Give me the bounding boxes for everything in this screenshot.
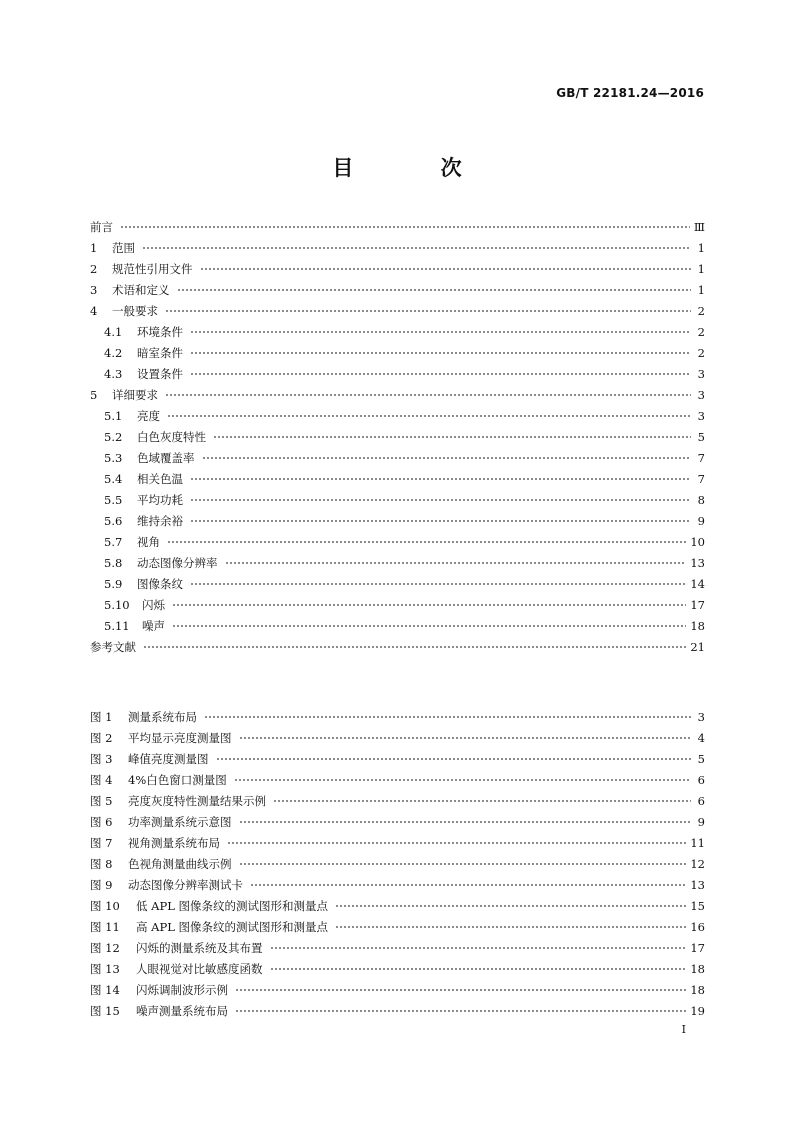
entry-title: 闪烁的测量系统及其布置 (136, 940, 263, 955)
dot-leader (120, 216, 690, 237)
entry-title: 动态图像分辨率 (137, 555, 218, 570)
entry-title: 人眼视觉对比敏感度函数 (136, 961, 263, 976)
entry-number: 图 15 (90, 1003, 120, 1018)
entry-title: 峰值亮度测量图 (128, 751, 209, 766)
figure-entry[interactable] (90, 748, 705, 769)
toc-entry[interactable] (90, 510, 705, 531)
entry-number: 4.3 (104, 366, 123, 381)
entry-page-number: 19 (690, 1003, 705, 1018)
dot-leader (216, 748, 692, 769)
toc-entry[interactable] (90, 342, 705, 363)
entry-page-number: 11 (690, 835, 705, 850)
entry-page-number: 2 (697, 303, 705, 318)
entry-number: 2 (90, 261, 98, 276)
dot-leader (167, 531, 686, 552)
figure-entry[interactable] (90, 727, 705, 748)
dot-leader (270, 958, 687, 979)
dot-leader (235, 979, 686, 1000)
entry-number: 5.11 (104, 618, 130, 633)
dot-leader (200, 258, 692, 279)
entry-number: 图 13 (90, 961, 120, 976)
entry-title: 功率测量系统示意图 (128, 814, 232, 829)
entry-number: 图 6 (90, 814, 113, 829)
entry-number: 4 (90, 303, 98, 318)
entry-number: 图 8 (90, 856, 113, 871)
toc-entry[interactable] (90, 426, 705, 447)
dot-leader (190, 342, 691, 363)
entry-title: 4%白色窗口测量图 (128, 772, 227, 787)
dot-leader (190, 468, 691, 489)
entry-number: 图 9 (90, 877, 113, 892)
toc-entry[interactable] (90, 636, 705, 657)
dot-leader (190, 363, 691, 384)
toc-entry[interactable] (90, 468, 705, 489)
entry-number: 5.2 (104, 429, 123, 444)
entry-number: 4.2 (104, 345, 123, 360)
entry-page-number: 7 (697, 471, 705, 486)
entry-title: 图像条纹 (137, 576, 183, 591)
entry-page-number: 15 (690, 898, 705, 913)
entry-page-number: 9 (697, 513, 705, 528)
entry-page-number: 8 (697, 492, 705, 507)
entry-number: 图 2 (90, 730, 113, 745)
toc-entry[interactable] (90, 489, 705, 510)
entry-page-number: 3 (697, 709, 705, 724)
entry-title: 范围 (112, 240, 135, 255)
entry-page-number: 3 (697, 366, 705, 381)
entry-page-number: 18 (690, 618, 705, 633)
entry-page-number: 2 (697, 324, 705, 339)
dot-leader (335, 895, 686, 916)
toc-entry[interactable] (90, 531, 705, 552)
entry-title: 色视角测量曲线示例 (128, 856, 232, 871)
dot-leader (250, 874, 686, 895)
entry-page-number: 18 (690, 982, 705, 997)
figure-entry[interactable] (90, 958, 705, 979)
dot-leader (335, 916, 686, 937)
dot-leader (234, 769, 691, 790)
toc-entry[interactable] (90, 363, 705, 384)
toc-entry[interactable] (90, 447, 705, 468)
figure-entry[interactable] (90, 769, 705, 790)
entry-number: 图 4 (90, 772, 113, 787)
figure-entry[interactable] (90, 874, 705, 895)
toc-entry[interactable] (90, 237, 705, 258)
entry-page-number: 16 (690, 919, 705, 934)
entry-number: 4.1 (104, 324, 123, 339)
toc-entry[interactable] (90, 258, 705, 279)
entry-page-number: 13 (690, 877, 705, 892)
entry-title: 前言 (90, 219, 113, 234)
entry-number: 图 14 (90, 982, 120, 997)
entry-title: 设置条件 (137, 366, 183, 381)
entry-title: 平均功耗 (137, 492, 183, 507)
entry-number: 5.1 (104, 408, 123, 423)
entry-number: 图 10 (90, 898, 120, 913)
entry-number: 5.5 (104, 492, 123, 507)
entry-page-number: 5 (697, 751, 705, 766)
entry-page-number: 10 (690, 534, 705, 549)
toc-entry[interactable] (90, 552, 705, 573)
entry-title: 亮度 (137, 408, 160, 423)
entry-number: 5.3 (104, 450, 123, 465)
figure-entry[interactable] (90, 832, 705, 853)
dot-leader (190, 489, 691, 510)
entry-page-number: 13 (690, 555, 705, 570)
entry-page-number: 4 (697, 730, 705, 745)
entry-title: 相关色温 (137, 471, 183, 486)
entry-title: 视角测量系统布局 (128, 835, 220, 850)
figure-entry[interactable] (90, 979, 705, 1000)
entry-page-number: 1 (697, 240, 705, 255)
table-of-contents (90, 216, 705, 657)
entry-number: 5 (90, 387, 98, 402)
entry-number: 3 (90, 282, 98, 297)
entry-page-number: 17 (690, 940, 705, 955)
toc-entry[interactable] (90, 573, 705, 594)
dot-leader (202, 447, 692, 468)
entry-title: 测量系统布局 (128, 709, 197, 724)
entry-number: 5.8 (104, 555, 123, 570)
entry-title: 暗室条件 (137, 345, 183, 360)
entry-title: 闪烁 (142, 597, 165, 612)
dot-leader (190, 321, 691, 342)
entry-title: 高 APL 图像条纹的测试图形和测量点 (136, 919, 328, 934)
entry-page-number: Ⅲ (693, 219, 705, 234)
entry-page-number: 17 (690, 597, 705, 612)
figure-entry[interactable] (90, 853, 705, 874)
dot-leader (167, 405, 691, 426)
entry-number: 图 11 (90, 919, 120, 934)
entry-number: 图 7 (90, 835, 113, 850)
dot-leader (143, 636, 686, 657)
figure-entry[interactable] (90, 790, 705, 811)
list-of-figures (90, 706, 705, 1021)
entry-number: 5.10 (104, 597, 130, 612)
entry-title: 动态图像分辨率测试卡 (128, 877, 243, 892)
figure-entry[interactable] (90, 895, 705, 916)
toc-entry[interactable] (90, 594, 705, 615)
dot-leader (213, 426, 691, 447)
standard-number: GB/T 22181.24—2016 (556, 86, 704, 100)
page-title: 目 次 (332, 155, 502, 180)
entry-page-number: 18 (690, 961, 705, 976)
entry-number: 图 1 (90, 709, 113, 724)
dot-leader (273, 790, 691, 811)
entry-page-number: 7 (697, 450, 705, 465)
figure-entry[interactable] (90, 706, 705, 727)
entry-number: 图 3 (90, 751, 113, 766)
entry-title: 色域覆盖率 (137, 450, 195, 465)
entry-page-number: 6 (697, 793, 705, 808)
toc-entry[interactable] (90, 405, 705, 426)
dot-leader (190, 573, 686, 594)
toc-entry[interactable] (90, 216, 705, 237)
entry-page-number: 1 (697, 282, 705, 297)
entry-page-number: 2 (697, 345, 705, 360)
entry-number: 5.7 (104, 534, 123, 549)
dot-leader (165, 384, 691, 405)
entry-title: 噪声 (142, 618, 165, 633)
entry-page-number: 9 (697, 814, 705, 829)
entry-title: 一般要求 (112, 303, 158, 318)
dot-leader (239, 727, 692, 748)
entry-page-number: 6 (697, 772, 705, 787)
entry-page-number: 14 (690, 576, 705, 591)
toc-entry[interactable] (90, 321, 705, 342)
entry-title: 视角 (137, 534, 160, 549)
figure-entry[interactable] (90, 1000, 705, 1021)
entry-number: 图 5 (90, 793, 113, 808)
dot-leader (239, 811, 692, 832)
dot-leader (142, 237, 691, 258)
entry-number: 5.6 (104, 513, 123, 528)
dot-leader (172, 594, 686, 615)
entry-number: 1 (90, 240, 98, 255)
entry-page-number: 1 (697, 261, 705, 276)
entry-number: 5.9 (104, 576, 123, 591)
entry-page-number: 21 (690, 639, 705, 654)
entry-page-number: 3 (697, 408, 705, 423)
entry-title: 低 APL 图像条纹的测试图形和测量点 (136, 898, 328, 913)
entry-title: 环境条件 (137, 324, 183, 339)
entry-page-number: 12 (690, 856, 705, 871)
toc-entry[interactable] (90, 279, 705, 300)
entry-title: 白色灰度特性 (137, 429, 206, 444)
entry-title: 规范性引用文件 (112, 261, 193, 276)
entry-title: 术语和定义 (112, 282, 170, 297)
dot-leader (190, 510, 691, 531)
toc-entry[interactable] (90, 300, 705, 321)
page-number-footer: Ⅰ (681, 1023, 686, 1036)
entry-number: 5.4 (104, 471, 123, 486)
dot-leader (172, 615, 686, 636)
dot-leader (235, 1000, 686, 1021)
dot-leader (225, 552, 687, 573)
entry-page-number: 3 (697, 387, 705, 402)
entry-title: 平均显示亮度测量图 (128, 730, 232, 745)
dot-leader (177, 279, 692, 300)
entry-title: 参考文献 (90, 639, 136, 654)
figure-entry[interactable] (90, 811, 705, 832)
entry-title: 详细要求 (112, 387, 158, 402)
entry-title: 闪烁调制波形示例 (136, 982, 228, 997)
toc-entry[interactable] (90, 384, 705, 405)
dot-leader (204, 706, 691, 727)
toc-entry[interactable] (90, 615, 705, 636)
entry-title: 维持余裕 (137, 513, 183, 528)
dot-leader (165, 300, 691, 321)
entry-title: 亮度灰度特性测量结果示例 (128, 793, 266, 808)
dot-leader (270, 937, 687, 958)
dot-leader (227, 832, 686, 853)
figure-entry[interactable] (90, 916, 705, 937)
entry-page-number: 5 (697, 429, 705, 444)
entry-number: 图 12 (90, 940, 120, 955)
dot-leader (239, 853, 687, 874)
entry-title: 噪声测量系统布局 (136, 1003, 228, 1018)
figure-entry[interactable] (90, 937, 705, 958)
